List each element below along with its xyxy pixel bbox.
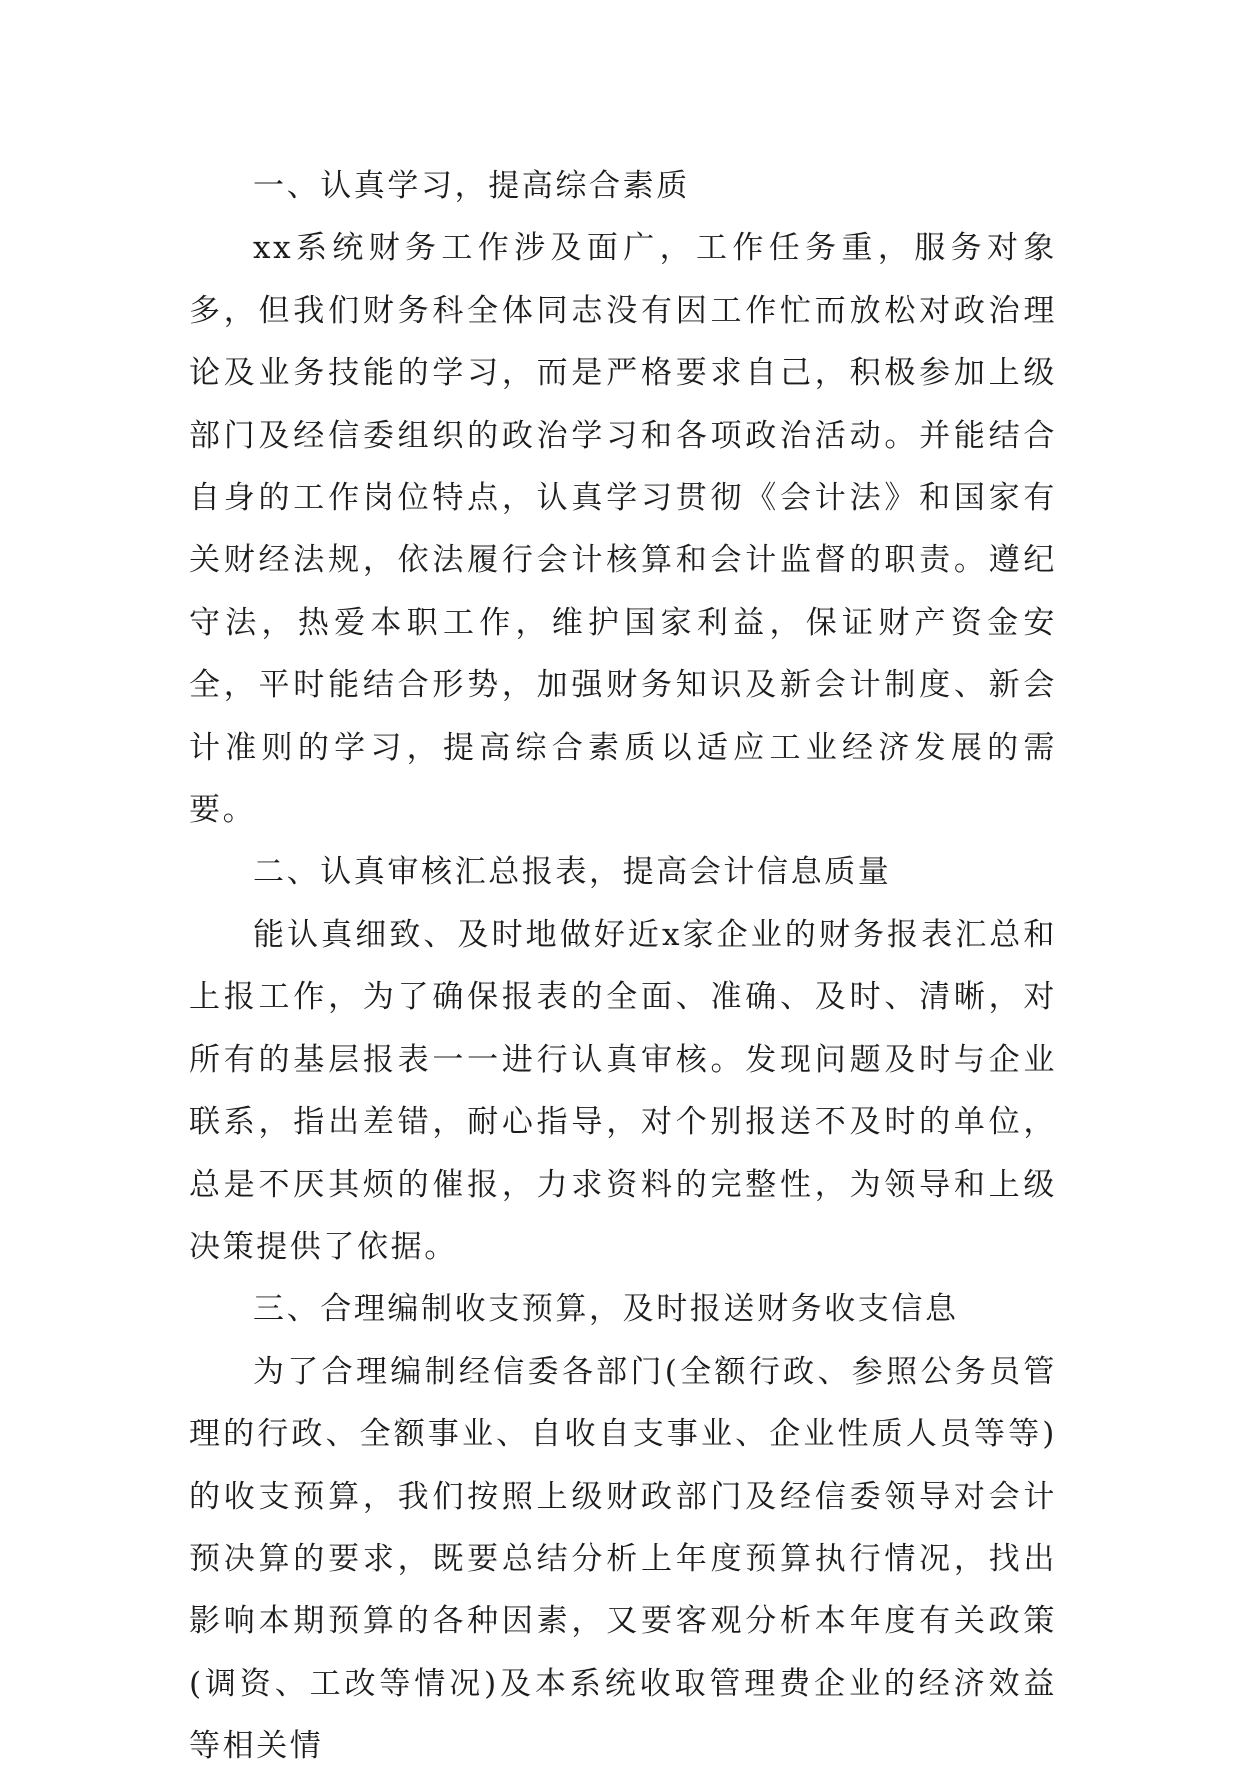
section-heading-3: 三、合理编制收支预算，及时报送财务收支信息 <box>253 1291 959 1328</box>
document-body <box>189 155 1057 1778</box>
body-paragraph-2: 能认真细致、及时地做好近x家企业的财务报表汇总和上报工作，为了确保报表的全面、准确、及时、清晰，对所有的基层报表一一进行认真审核。发现问题及时与企业联系，指出差错，耐心指导，对个别报送不及时的单位，总是不厌其烦的催报，力求资料的完整性，为领导和上级决策提供了依据。 <box>189 916 1057 1265</box>
section-heading-1: 一、认真学习，提高综合素质 <box>253 168 690 204</box>
body-paragraph-3: 为了合理编制经信委各部门(全额行政、参照公务员管理的行政、全额事业、自收自支事业、企业性质人员等等)的收支预算，我们按照上级财政部门及经信委领导对会计预决算的要求，既要总结分析上年度预算执行情况，找出影响本期预算的各种因素，又要客观分析本年度有关政策(调资、工改等情况)及本系统收取管理费企业的经济效益等相关情 <box>189 1353 1057 1765</box>
section-heading-2: 二、认真审核汇总报表，提高会计信息质量 <box>253 854 892 891</box>
body-paragraph-1: xx系统财务工作涉及面广，工作任务重，服务对象多，但我们财务科全体同志没有因工作忙而放松对政治理论及业务技能的学习，而是严格要求自己，积极参加上级部门及经信委组织的政治学习和各项政治活动。并能结合自身的工作岗位特点，认真学习贯彻《会计法》和国家有关财经法规，依法履行会计核算和会计监督的职责。遵纪守法，热爱本职工作，维护国家利益，保证财产资金安全，平时能结合形势，加强财务知识及新会计制度、新会计准则的学习，提高综合素质以适应工业经济发展的需要。 <box>189 230 1057 829</box>
